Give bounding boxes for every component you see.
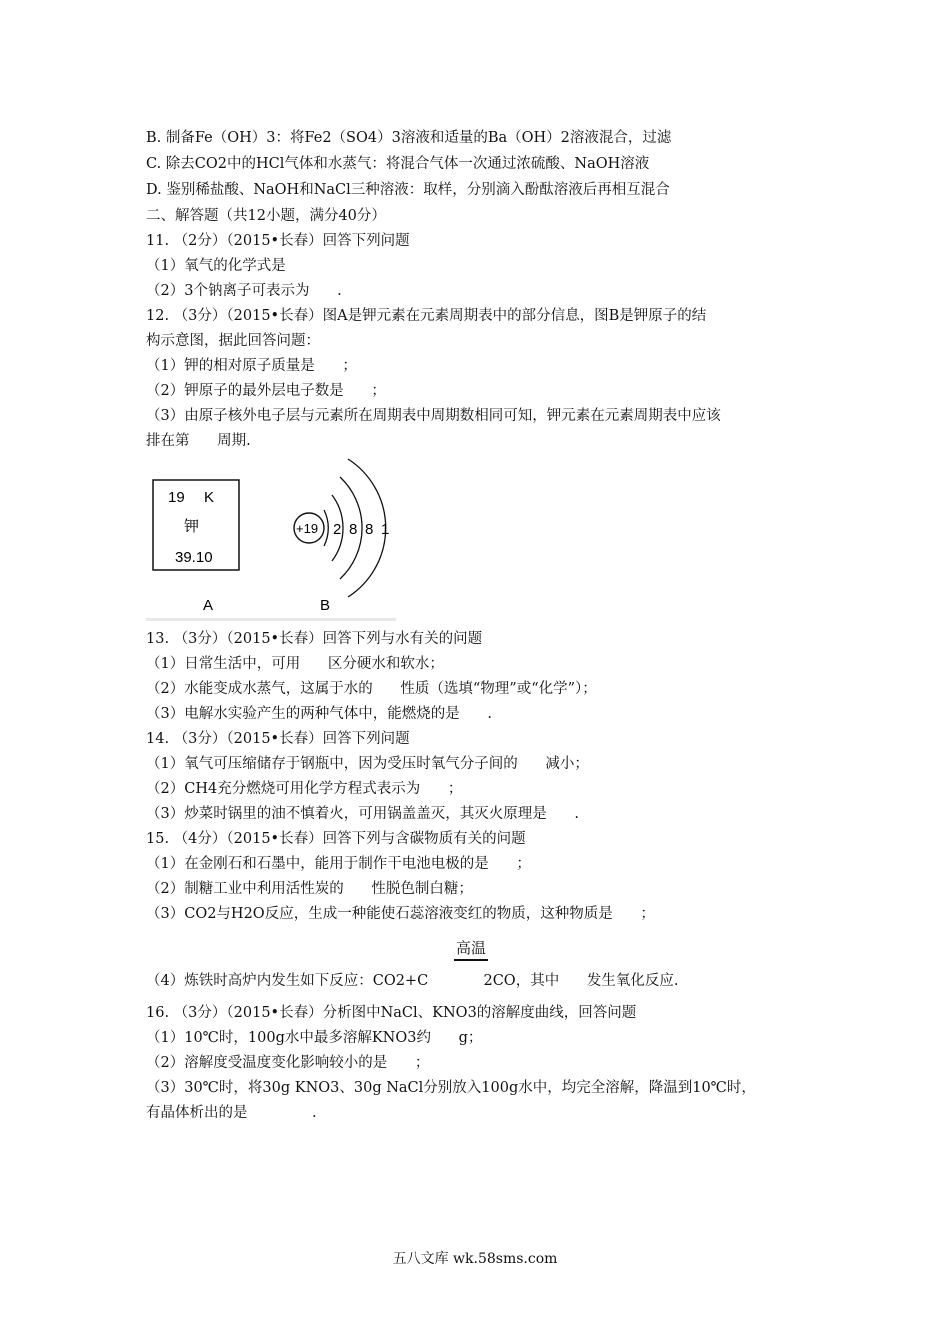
q13-part-3: （3）电解水实验产生的两种气体中，能燃烧的是 . <box>146 706 492 722</box>
nucleus-charge: +19 <box>296 521 319 536</box>
shell-electrons-3: 8 <box>365 521 374 538</box>
figure-divider <box>146 618 396 621</box>
question-14: 14. （3分）（2015•长春）回答下列问题 <box>146 731 410 747</box>
q12-part-3: （3）由原子核外电子层与元素所在周期表中周期数相同可知，钾元素在元素周期表中应该 <box>146 408 721 424</box>
reaction-condition-text: 高温 <box>454 937 488 961</box>
shell-electrons-2: 8 <box>349 521 358 538</box>
potassium-figure <box>146 455 396 625</box>
q15-part-1: （1）在金刚石和石墨中，能用于制作干电池电极的是 ； <box>146 856 531 872</box>
q16-part-3: （3）30℃时，将30g KNO3、30g NaCl分别放入100g水中，均完全溶解，降温到10℃时， <box>146 1080 756 1096</box>
footer-watermark: 五八文库 wk.58sms.com <box>392 1251 558 1267</box>
question-12: 12. （3分）（2015•长春）图A是钾元素在元素周期表中的部分信息，图B是钾原子的结 <box>146 308 707 324</box>
question-13: 13. （3分）（2015•长春）回答下列与水有关的问题 <box>146 631 483 647</box>
label-b: B <box>320 597 331 614</box>
question-16: 16. （3分）（2015•长春）分析图中NaCl、KNO3的溶解度曲线，回答问题 <box>146 1005 637 1021</box>
element-number: 19 <box>168 489 185 506</box>
q16-part-3-cont: 有晶体析出的是 . <box>146 1105 317 1121</box>
q11-part-2: （2）3个钠离子可表示为 . <box>146 283 342 299</box>
shell-electrons-1: 2 <box>333 521 342 538</box>
option-c: C. 除去CO2中的HCl气体和水蒸气：将混合气体一次通过浓硫酸、NaOH溶液 <box>146 156 650 172</box>
q15-part-2: （2）制糖工业中利用活性炭的 性脱色制白糖； <box>146 881 473 897</box>
q12-part-3-cont: 排在第 周期. <box>146 433 251 449</box>
option-d: D. 鉴别稀盐酸、NaOH和NaCl三种溶液：取样，分别滴入酚酞溶液后再相互混合 <box>146 182 670 198</box>
q12-part-1: （1）钾的相对原子质量是 ； <box>146 358 357 374</box>
figure-svg <box>146 455 396 625</box>
atomic-mass: 39.10 <box>175 549 213 566</box>
element-symbol: K <box>204 489 215 506</box>
section-heading: 二、解答题（共12小题，满分40分） <box>146 208 386 224</box>
q13-part-1: （1）日常生活中，可用 区分硬水和软水； <box>146 656 444 672</box>
q16-part-2: （2）溶解度受温度变化影响较小的是 ； <box>146 1055 430 1071</box>
reaction-condition <box>454 937 488 961</box>
q14-part-3: （3）炒菜时锅里的油不慎着火，可用锅盖盖灭，其灭火原理是 . <box>146 806 579 822</box>
shell-electrons-4: 1 <box>381 521 390 538</box>
q12-part-2: （2）钾原子的最外层电子数是 ； <box>146 383 386 399</box>
question-12-cont: 构示意图，据此回答问题： <box>146 333 320 349</box>
q15-part-3: （3）CO2与H2O反应，生成一种能使石蕊溶液变红的物质，这种物质是 ； <box>146 906 655 922</box>
label-a: A <box>203 597 214 614</box>
q16-part-1: （1）10℃时，100g水中最多溶解KNO3约 g； <box>146 1030 483 1046</box>
element-name: 钾 <box>184 518 200 535</box>
q14-part-1: （1）氧气可压缩储存于钢瓶中，因为受压时氧气分子间的 减小； <box>146 756 589 772</box>
q13-part-2: （2）水能变成水蒸气，这属于水的 性质（选填“物理”或“化学”）； <box>146 681 597 697</box>
option-b: B. 制备Fe（OH）3：将Fe2（SO4）3溶液和适量的Ba（OH）2溶液混合，过滤 <box>146 130 672 146</box>
question-15: 15. （4分）（2015•长春）回答下列与含碳物质有关的问题 <box>146 831 526 847</box>
question-11: 11. （2分）（2015•长春）回答下列问题 <box>146 233 410 249</box>
q14-part-2: （2）CH4充分燃烧可用化学方程式表示为 ； <box>146 781 463 797</box>
q15-part-4: （4）炼铁时高炉内发生如下反应：CO2+C 2CO，其中 发生氧化反应. <box>146 973 679 989</box>
q11-part-1: （1）氧气的化学式是 <box>146 258 286 274</box>
